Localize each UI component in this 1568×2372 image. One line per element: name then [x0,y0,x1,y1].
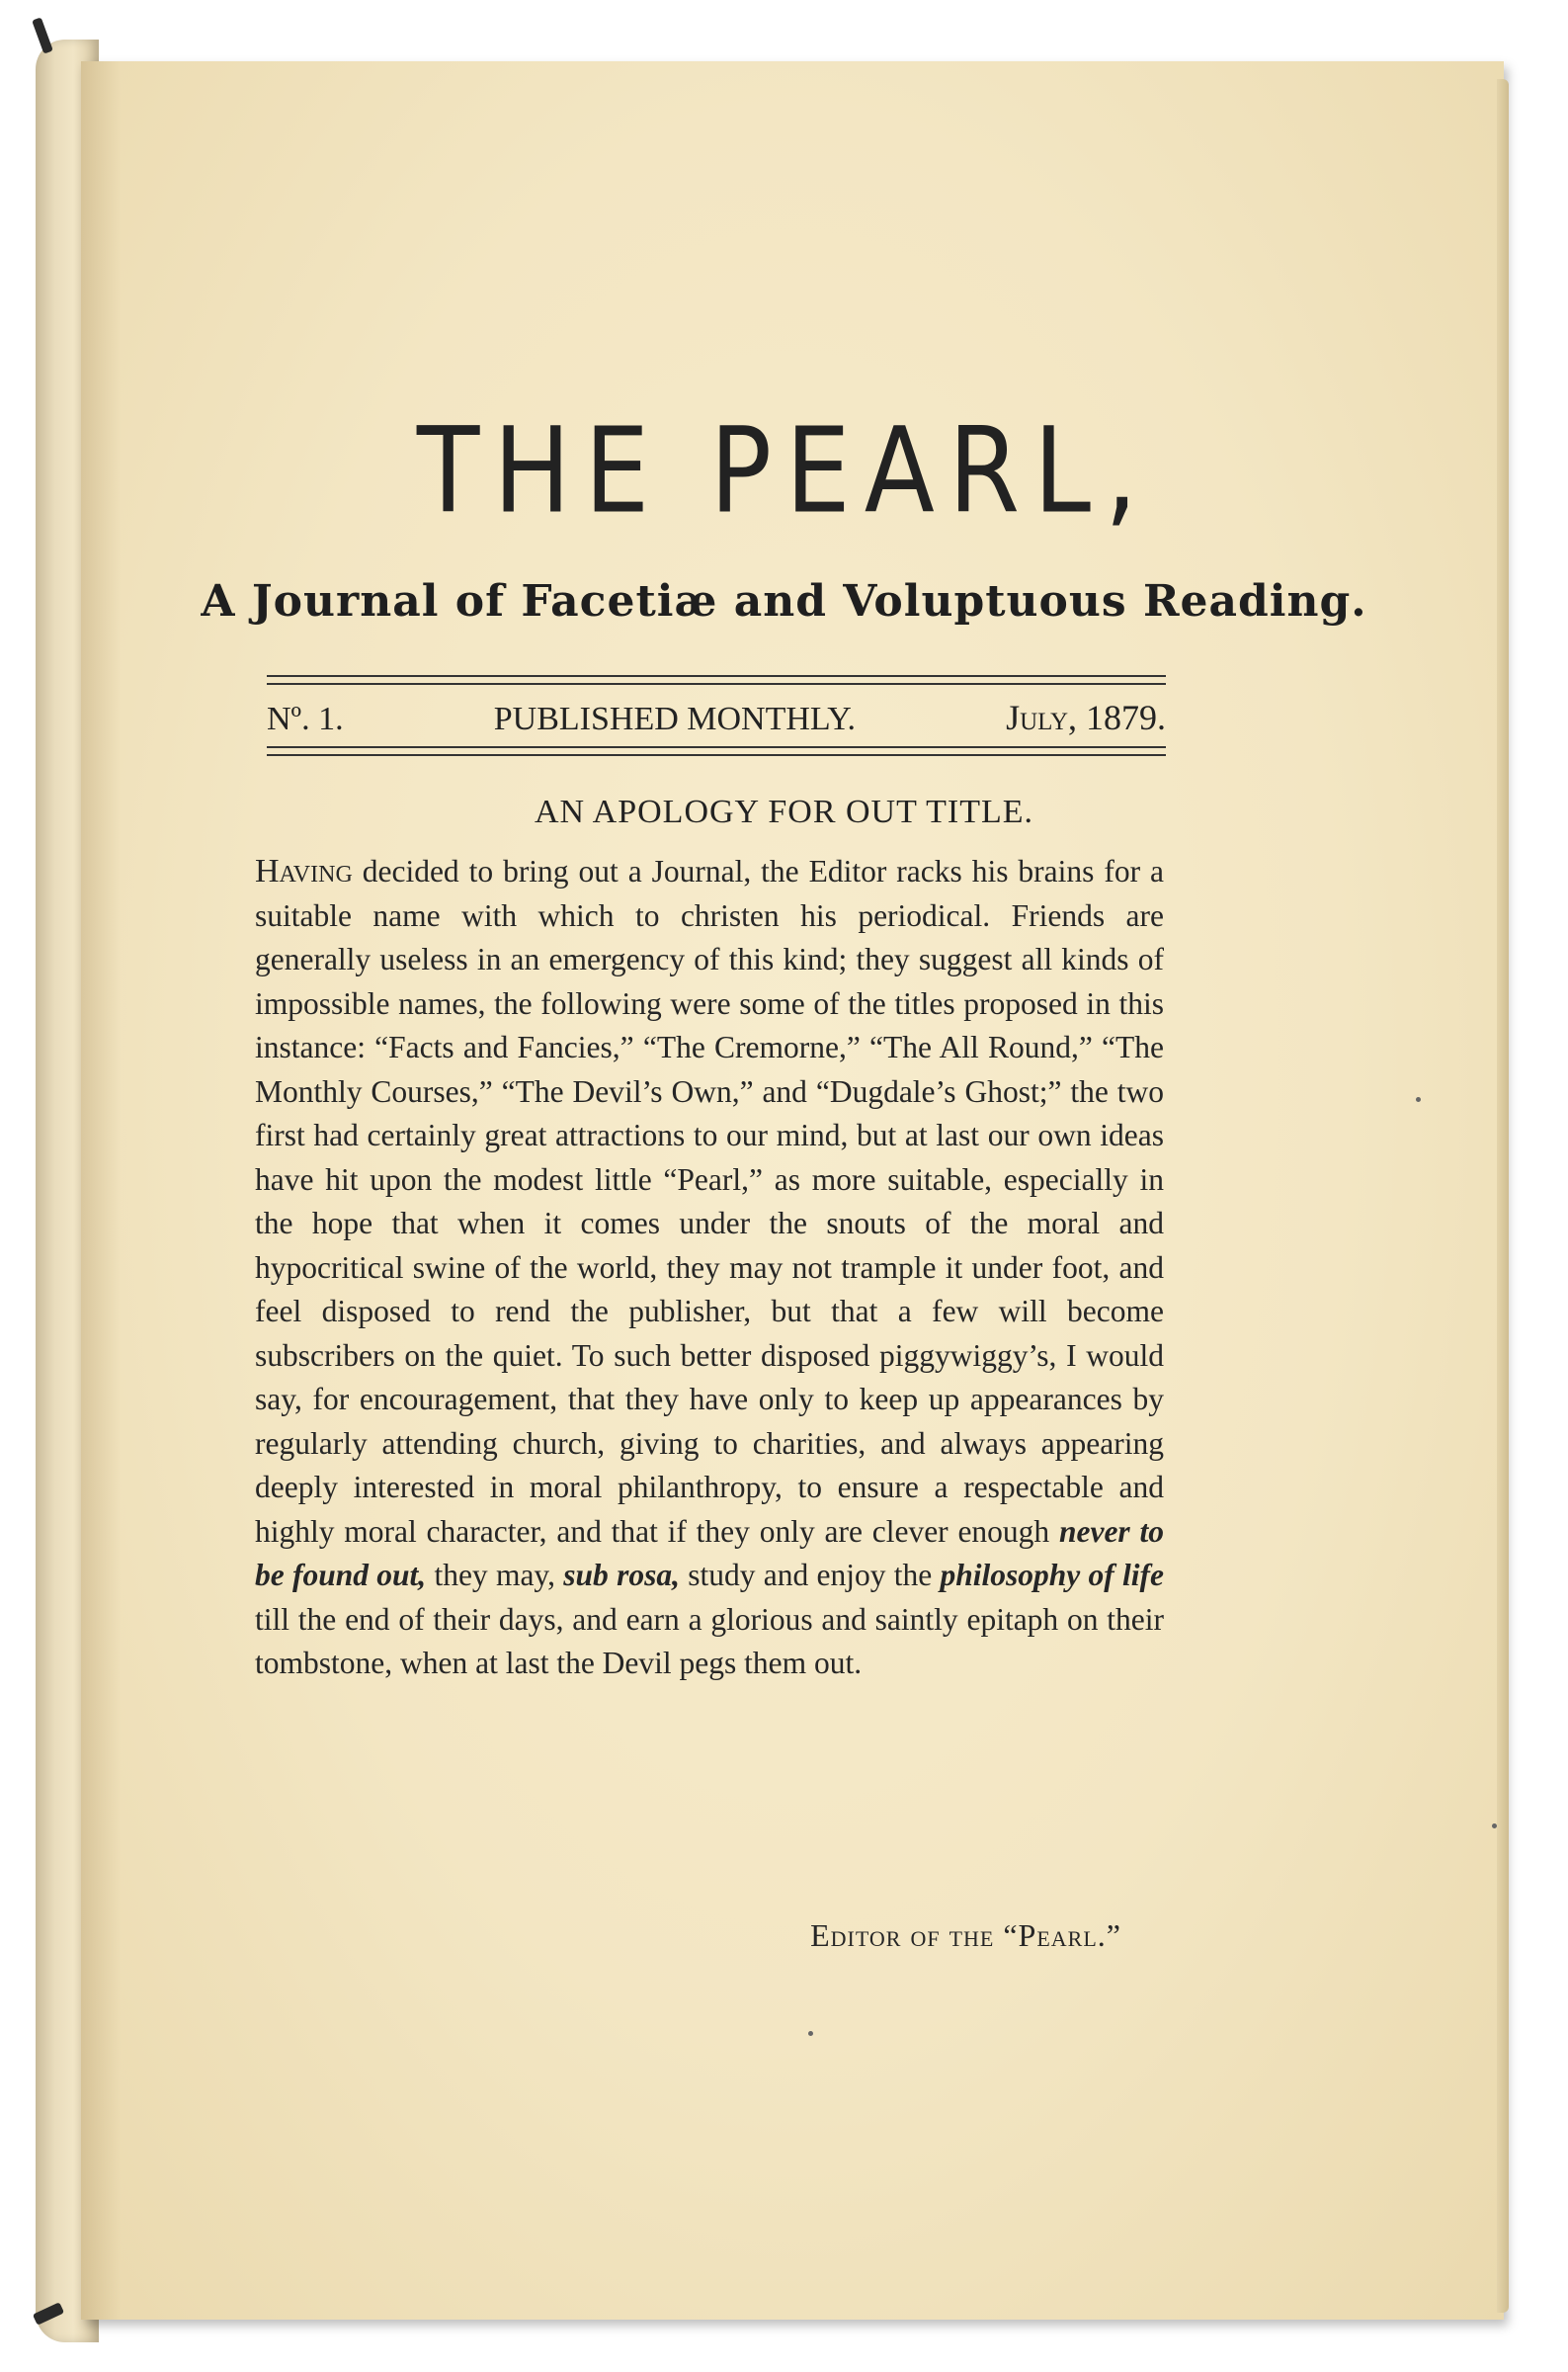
body-text-part: till the end of their days, and earn a glorious and saintly epitaph on their tombstone, when at last the Devil pegs them out. [255,1601,1164,1680]
body-text-part: decided to bring out a Journal, the Editor racks his brains for a suitable name with which to christen his periodical. Friends are generally useless in an emergency of this kind; they suggest all kinds of impossible names, the following were some of the titles proposed in this instance: “Facts and Fancies,” “The Cremorne,” “The All Round,” “The Monthly Courses,” “The Devil’s Own,” and “Dugdale’s Ghost;” the two first had certainly great attractions to our mind, but at last our own ideas have hit upon the modest little “Pearl,” as more suitable, especially in the hope that when it comes under the snouts of the moral and hypocritical swine of the world, they may not trample it under foot, and feel disposed to rend the publisher, but that a few will become subscribers on the quiet. To such better disposed piggywiggy’s, I would say, for encouragement, that they have only to keep up appearances by regularly attending church, giving to charities, and always appearing deeply interested in moral philanthropy, to ensure a respectable and highly moral character, and that if they only are clever enough [255,854,1164,1549]
body-text-part: study and enjoy the [679,1558,941,1592]
editor-signature: Editor of the “Pearl.” [810,1917,1121,1953]
binding-mark [32,17,53,53]
lead-word: Having [255,853,353,890]
rule-divider [267,754,1166,756]
rule-divider [267,675,1166,677]
body-text-part: they may, [426,1558,564,1592]
paper-speck [808,2031,813,2036]
masthead-title: THE PEARL, [416,400,1152,541]
article-body [255,850,1164,1686]
italic-phrase: never to be found out, [255,1513,1164,1592]
paper-speck [1492,1823,1497,1828]
italic-phrase: philosophy of life [940,1558,1165,1592]
paper-speck [1416,1097,1421,1102]
issue-number: Nº. 1. [267,701,344,737]
article-heading: AN APOLOGY FOR OUT TITLE. [534,794,1034,830]
italic-phrase: sub rosa, [563,1558,680,1592]
rule-divider [267,746,1166,748]
issue-date: July, 1879. [1006,698,1166,737]
publication-frequency: PUBLISHED MONTHLY. [493,701,856,737]
dateline [267,697,1166,738]
rule-divider [267,683,1166,685]
masthead-subtitle: A Journal of Facetiæ and Voluptuous Reading. [201,576,1367,627]
